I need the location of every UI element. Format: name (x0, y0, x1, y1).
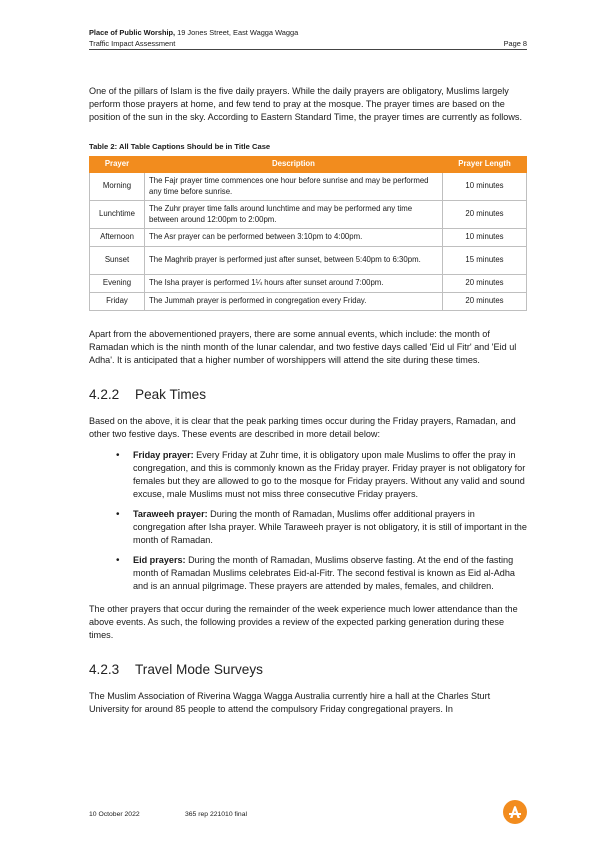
cell-prayer: Friday (90, 293, 145, 311)
page-content (89, 85, 527, 716)
document-title (89, 27, 527, 38)
section-title: Travel Mode Surveys (135, 662, 263, 677)
cell-length: 20 minutes (443, 275, 527, 293)
cell-prayer: Sunset (90, 247, 145, 275)
column-header-prayer: Prayer (90, 157, 145, 173)
cell-length: 10 minutes (443, 229, 527, 247)
header-divider (89, 49, 527, 50)
cell-length: 10 minutes (443, 173, 527, 201)
list-item (133, 554, 527, 593)
cell-description: The Isha prayer is performed 1¼ hours after sunset around 7:00pm. (145, 275, 443, 293)
table-row (90, 275, 527, 293)
cell-description: The Maghrib prayer is performed just after sunset, between 5:40pm to 6:30pm. (145, 247, 443, 275)
bullet-term: Friday prayer: (133, 450, 194, 460)
cell-description: The Asr prayer can be performed between 3:10pm to 4:00pm. (145, 229, 443, 247)
cell-prayer: Afternoon (90, 229, 145, 247)
annual-events-paragraph: Apart from the abovementioned prayers, there are some annual events, which include: the month of Ramadan which is the ninth month of the lunar calendar, and two festive days called 'Eid ul Fitr' and 'Eid ul Adha'. It is anticipated that a higher number of worshippers will attend the site during these times. (89, 329, 517, 365)
bullet-term: Eid prayers: (133, 555, 186, 565)
cell-length: 20 minutes (443, 201, 527, 229)
page-header (89, 27, 527, 49)
cell-length: 15 minutes (443, 247, 527, 275)
section-title: Peak Times (135, 387, 207, 402)
table-row (90, 173, 527, 201)
section-number: 4.2.2 (89, 387, 120, 402)
column-header-length: Prayer Length (443, 157, 527, 173)
intro-paragraph: One of the pillars of Islam is the five daily prayers. While the daily prayers are obligatory, Muslims largely perform those prayers at home, and few tend to pray at the mosque. The prayer times are based on the position of the sun in the sky. According to Eastern Standard Time, the prayer times are currently as follows. (89, 86, 523, 122)
page-number: Page 8 (503, 39, 527, 48)
table-row (90, 247, 527, 275)
bullet-text: During the month of Ramadan, Muslims observe fasting. At the end of the fasting month of Ramadan Muslims celebrates Eid-al-Fitr. The second festival is known as Eid al-Adha and is an annual pilgrimage. These prayers are attended by males, females, and children. (133, 555, 515, 591)
company-logo-icon (503, 800, 527, 824)
column-header-description: Description (145, 157, 443, 173)
cell-description: The Zuhr prayer time falls around lunchtime and may be performed any time between around 12:00pm to 2:00pm. (145, 201, 443, 229)
cell-prayer: Lunchtime (90, 201, 145, 229)
table-row (90, 201, 527, 229)
cell-prayer: Morning (90, 173, 145, 201)
list-item (133, 449, 527, 501)
bullet-text: Every Friday at Zuhr time, it is obligatory upon male Muslims to offer the pray in congregation, and this is commonly known as the Friday prayer. Friday prayer is not obligatory for females but they are allowed to go to the mosque for Friday prayers. Without any valid and sound excuse, male Muslims must not miss three consecutive Friday prayers. (133, 450, 526, 499)
prayer-times-table (89, 156, 527, 311)
title-rest: 19 Jones Street, East Wagga Wagga (175, 28, 299, 37)
list-item (133, 508, 527, 547)
cell-description: The Jummah prayer is performed in congregation every Friday. (145, 293, 443, 311)
bullet-text: During the month of Ramadan, Muslims offer additional prayers in congregation after Isha prayer. While Taraweeh prayer is not obligatory, it is still of important in the month of Ramadan. (133, 509, 527, 545)
table-row (90, 293, 527, 311)
document-subtitle: Traffic Impact Assessment (89, 39, 176, 48)
section-heading-peak-times (89, 387, 527, 403)
footer-reference: 365 rep 221010 final (185, 811, 247, 818)
table-header-row (90, 157, 527, 173)
page-footer (89, 811, 247, 818)
peak-times-intro: Based on the above, it is clear that the peak parking times occur during the Friday prayers, Ramadan, and other two festive days. These events are described in more detail below: (89, 416, 516, 439)
table-caption: Table 2: All Table Captions Should be in Title Case (89, 142, 271, 151)
section-heading-travel-mode (89, 662, 527, 678)
peak-events-list (89, 449, 527, 593)
other-prayers-paragraph: The other prayers that occur during the remainder of the week experience much lower attendance than the above events. As such, the following provides a review of the expected parking generation during these times. (89, 604, 518, 640)
cell-length: 20 minutes (443, 293, 527, 311)
table-row (90, 229, 527, 247)
footer-date: 10 October 2022 (89, 811, 140, 818)
bullet-term: Taraweeh prayer: (133, 509, 208, 519)
travel-mode-paragraph: The Muslim Association of Riverina Wagga Wagga Australia currently hire a hall at the Charles Sturt University for around 85 people to attend the compulsory Friday congregational prayers. In (89, 691, 491, 714)
cell-description: The Fajr prayer time commences one hour before sunrise and may be performed any time before sunrise. (145, 173, 443, 201)
title-bold: Place of Public Worship, (89, 28, 176, 37)
cell-prayer: Evening (90, 275, 145, 293)
section-number: 4.2.3 (89, 662, 120, 677)
